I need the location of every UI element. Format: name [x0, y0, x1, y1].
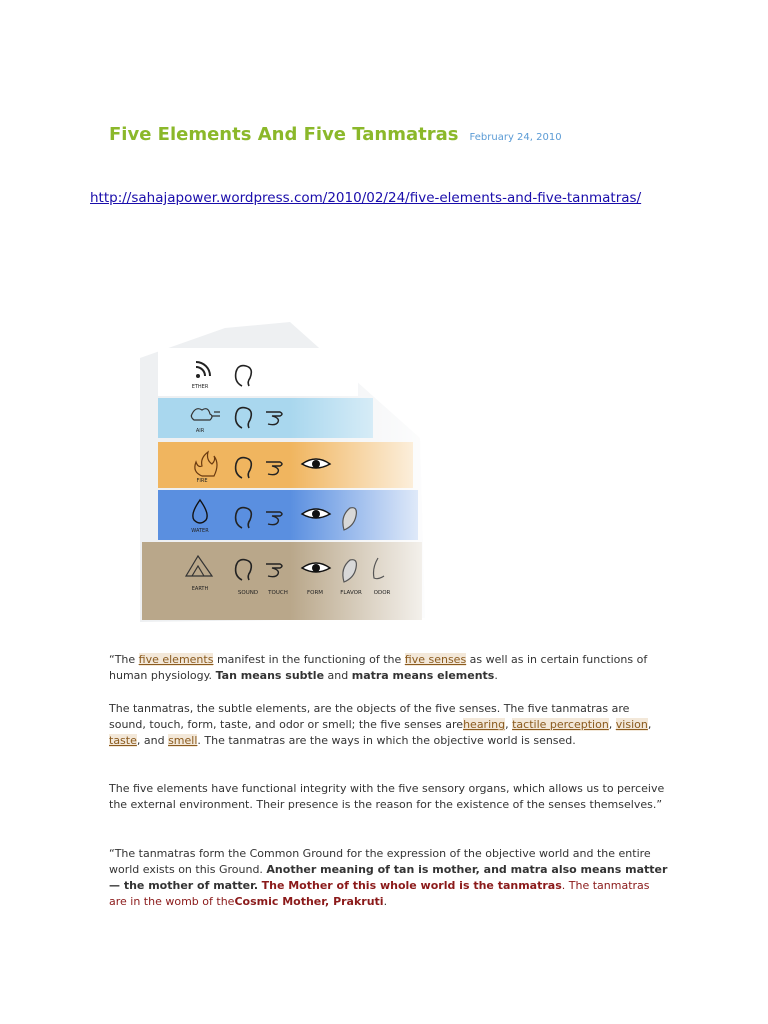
figure-svg	[130, 318, 430, 628]
label-air: AIR	[195, 428, 205, 434]
post-date: February 24, 2010	[469, 132, 562, 143]
label-flavor: FLAVOR	[340, 590, 362, 596]
source-link[interactable]: http://sahajapower.wordpress.com/2010/02/24/five-elements-and-five-tanmatras/	[90, 190, 642, 206]
five-elements-figure	[130, 318, 430, 628]
link-five-elements[interactable]: five elements	[138, 653, 214, 666]
paragraph-2: The tanmatras, the subtle elements, are the objects of the five senses. The five tanmatras are sound, touch, form, taste, and odor or smell; the five senses arehearing, tactile perception, vision, taste, and smell. The tanmatras are the ways in which the objective world is sensed.	[109, 702, 652, 747]
label-form: FORM	[306, 590, 324, 596]
link-smell[interactable]: smell	[168, 734, 198, 747]
post-header	[109, 124, 562, 145]
link-five-senses[interactable]: five senses	[404, 653, 467, 666]
label-ether: ETHER	[191, 384, 209, 390]
label-fire: FIRE	[196, 478, 208, 484]
link-taste[interactable]: taste	[109, 734, 137, 747]
link-tactile-perception[interactable]: tactile perception	[512, 718, 609, 731]
paragraph-4: “The tanmatras form the Common Ground for the expression of the objective world and the entire world exists on this Ground. Another meaning of tan is mother, and matra also means matter — the mother of matter. The Mother of this whole world is the tanmatras. The tanmatras are in the womb of theCosmic Mother, Prakruti.	[109, 847, 668, 908]
link-hearing[interactable]: hearing	[463, 718, 506, 731]
label-odor: ODOR	[373, 590, 391, 596]
post-title: Five Elements And Five Tanmatras	[109, 124, 459, 145]
label-water: WATER	[191, 528, 209, 534]
label-earth: EARTH	[191, 586, 209, 592]
paragraph-3: The five elements have functional integrity with the five sensory organs, which allows us to perceive the external environment. Their presence is the reason for the existence of the senses themselves.”	[109, 782, 665, 811]
paragraph-1: “The five elements manifest in the functioning of the five senses as well as in certain functions of human physiology. Tan means subtle and matra means elements.	[109, 653, 648, 682]
label-touch: TOUCH	[268, 590, 288, 596]
label-sound: SOUND	[237, 590, 259, 596]
link-vision[interactable]: vision	[615, 718, 648, 731]
